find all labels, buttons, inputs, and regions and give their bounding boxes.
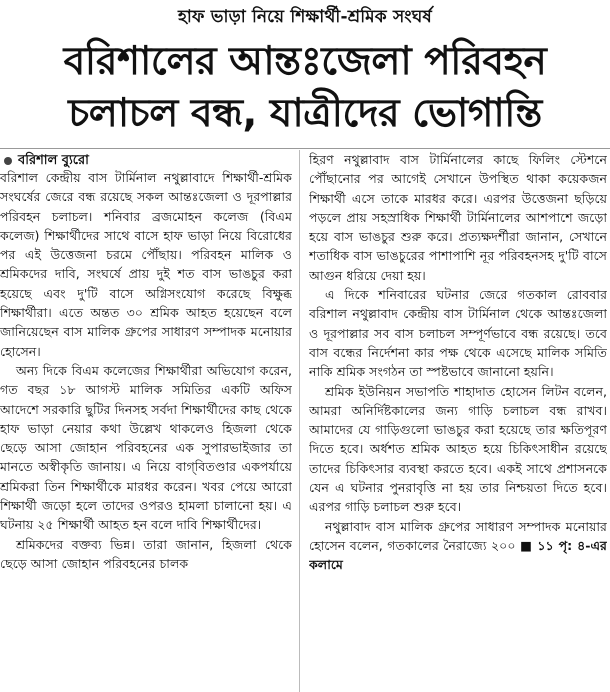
byline-text: বরিশাল ব্যুরো [18, 152, 89, 168]
body-paragraph: শ্রমিক ইউনিয়ন সভাপতি শাহাদাত হোসেন লিটন বলেন, আমরা অনির্দিষ্টকালের জন্য গাড়ি চলাচল বন্ধ রাখব। আমাদের যে গাড়িগুলো ভাঙচুর করা হয়েছে তার ক্ষতিপূরণ দিতে হবে। অর্ধশত শ্রমিক আহত হয়ে চিকিৎসাধীন রয়েছে তাদের চিকিৎসার ব্যবস্থা করতে হবে। একই সাথে প্রশাসনকে যেন এ ঘটনার পুনরাবৃত্তি না হয় তার নিশ্চয়তা দিতে হবে। এরপর গাড়ি চলাচল শুরু হবে। [309, 383, 607, 515]
column-divider [299, 150, 300, 692]
headline-divider [0, 148, 610, 149]
body-paragraph-text: নথুল্লাবাদ বাস মালিক গ্রুপের সাধারণ সম্পাদক মনোয়ার হোসেন বলেন, গতকালের নৈরাজ্যে ২০০ [309, 518, 607, 553]
body-paragraph-last [309, 517, 607, 575]
continuation-link[interactable]: ■ ১১ পৃ: ৪-এর কলামে [309, 537, 607, 573]
main-headline [10, 36, 600, 140]
headline-line-2: চলাচল বন্ধ, যাত্রীদের ভোগান্তি [68, 91, 542, 136]
body-paragraph: শ্রমিকদের বক্তব্য ভিন্ন। তারা জানান, হিজলা থেকে ছেড়ে আসা জোহান পরিবহনের চালক [0, 536, 292, 571]
body-paragraph: হিরণ নথুল্লাবাদ বাস টার্মিনালের কাছে ফিলিং স্টেশনে পৌঁছানোর পর আগেই সেখানে উপস্থিত থাকা কয়েকজন শিক্ষার্থী এসে তাকে মারধর করে। এরপর উত্তেজনা ছড়িয়ে পড়লে প্রায় সহস্রাধিক শিক্ষার্থী টার্মিনালের আশপাশে জড়ো হয়ে বাস ভাঙচুর শুরু করে। প্রত্যক্ষদর্শীরা জানান, সেখানে শতাধিক বাস ভাঙচুরের পাশাপাশি নূর পরিবহনসহ দু'টি বাসে আগুন ধরিয়ে দেয়া হয়। [309, 152, 607, 283]
article-column-left [0, 168, 292, 692]
body-paragraph: এ দিকে শনিবারের ঘটনার জেরে গতকাল রোববার বরিশাল নথুল্লাবাদ কেন্দ্রীয় বাস টার্মিনাল থেকে আন্তঃজেলা ও দূরপাল্লার সব বাস চলাচল সম্পূর্ণভাবে বন্ধ রয়েছে। তবে বাস বন্ধের নির্দেশনা কার পক্ষ থেকে এসেছে মালিক সমিতি নাকি শ্রমিক সংগঠন তা স্পষ্টভাবে জানানো হয়নি। [309, 287, 607, 380]
article-column-right [309, 150, 607, 692]
body-paragraph: অন্য দিকে বিএম কলেজের শিক্ষার্থীরা অভিযোগ করেন, গত বছর ১৮ আগস্ট মালিক সমিতির একটি অফিস আদেশে সরকারি ছুটির দিনসহ সর্বদা শিক্ষার্থীদের কাছ থেকে হাফ ভাড়া নেয়ার কথা উল্লেখ থাকলেও হিজলা থেকে ছেড়ে আসা জোহান পরিবহনের এক সুপারভাইজার তা মানতে অস্বীকৃতি জানায়। এ নিয়ে বাগ্‌বিতণ্ডার একপর্যায়ে শ্রমিকরা তিন শিক্ষার্থীকে মারধর করেন। খবর পেয়ে আরো শিক্ষার্থী জড়ো হলে তাদের ওপরও হামলা চালানো হয়। এ ঘটনায় ২৫ শিক্ষার্থী আহত হন বলে দাবি শিক্ষার্থীদের। [0, 362, 292, 533]
headline-line-1: বরিশালের আন্তঃজেলা পরিবহন [63, 39, 547, 84]
bullet-icon [4, 157, 12, 165]
kicker-headline: হাফ ভাড়া নিয়ে শিক্ষার্থী-শ্রমিক সংঘর্ষ [177, 7, 432, 27]
body-paragraph: বরিশাল কেন্দ্রীয় বাস টার্মিনাল নথুল্লাবাদে শিক্ষার্থী-শ্রমিক সংঘর্ষের জেরে বন্ধ রয়েছে সকল আন্তঃজেলা ও দূরপাল্লার পরিবহন চলাচল। শনিবার ব্রজমোহন কলেজ (বিএম কলেজ) শিক্ষার্থীদের সাথে বাসে হাফ ভাড়া নিয়ে বিরোধের পর এই উত্তেজনা চরমে পৌঁছায়। পরিবহন মালিক ও শ্রমিকদের দাবি, সংঘর্ষে প্রায় দুই শত বাস ভাঙচুর করা হয়েছে এবং দু'টি বাসে অগ্নিসংযোগ করেছে বিক্ষুব্ধ শিক্ষার্থীরা। এতে অন্তত ৩০ শ্রমিক আহত হয়েছেন বলে জানিয়েছেন বাস মালিক গ্রুপের সাধারণ সম্পাদক মনোয়ার হোসেন। [0, 170, 292, 359]
